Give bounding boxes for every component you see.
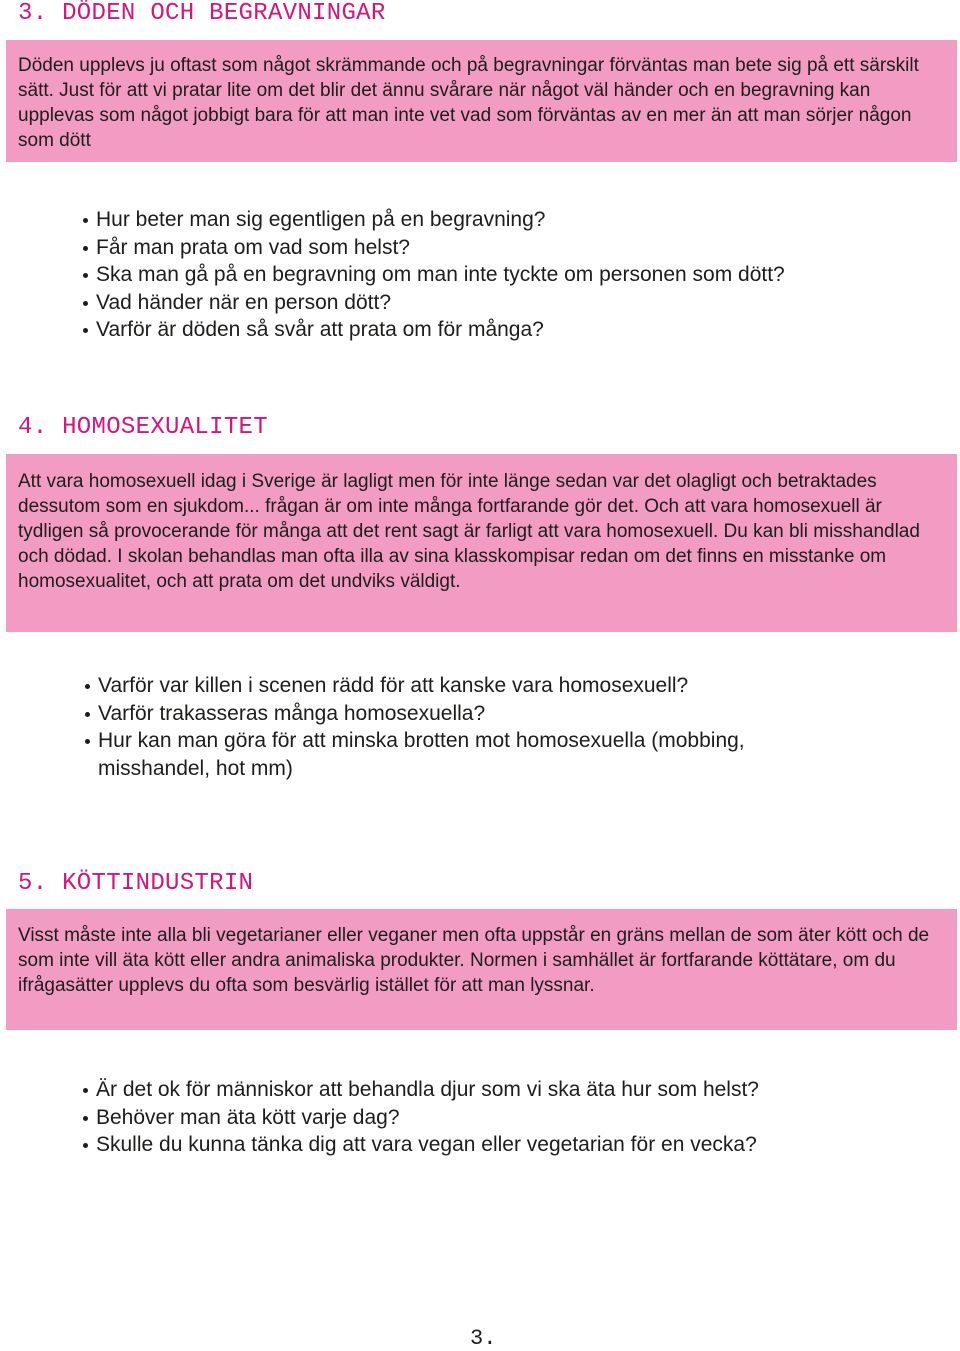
question-list-meat-industry [82,1076,759,1159]
list-item: Ska man gå på en begravning om man inte tyckte om personen som dött? [82,261,785,289]
intro-box-death [6,40,957,162]
list-item: Skulle du kunna tänka dig att vara vegan eller vegetarian för en vecka? [82,1131,759,1159]
list-item: Varför var killen i scenen rädd för att kanske vara homosexuell? [84,672,844,700]
list-item: Hur beter man sig egentligen på en begravning? [82,206,785,234]
list-item: Behöver man äta kött varje dag? [82,1104,759,1132]
section-heading-death: 3. DÖDEN OCH BEGRAVNINGAR [18,0,386,27]
list-item: Vad händer när en person dött? [82,289,785,317]
question-list-homosexuality [84,672,844,782]
list-item: Får man prata om vad som helst? [82,234,785,262]
intro-box-meat-industry [6,909,957,1030]
intro-text-death: Döden upplevs ju oftast som något skrämmande och på begravningar förväntas man bete sig på ett särskilt sätt. Just för att vi pratar lite om det blir det ännu svårare när något väl händer och en begravning kan upplevas som något jobbigt bara för att man inte vet vad som förväntas av en mer än att man sörjer någon som dött [18,55,919,151]
intro-text-meat-industry: Visst måste inte alla bli vegetarianer eller veganer men ofta uppstår en gräns mellan de som äter kött och de som inte vill äta kött eller andra animaliska produkter. Normen i samhället är fortfarande köttätare, om du ifrågasätter upplevs du ofta som besvärlig istället för att man lyssnar. [18,925,930,996]
list-item: Är det ok för människor att behandla djur som vi ska äta hur som helst? [82,1076,759,1104]
section-heading-homosexuality: 4. HOMOSEXUALITET [18,414,268,441]
list-item: Varför är döden så svår att prata om för många? [82,316,785,344]
page-number: 3. [470,1326,497,1351]
question-list-death [82,206,785,344]
intro-text-homosexuality: Att vara homosexuell idag i Sverige är lagligt men för inte länge sedan var det olagligt och betraktades dessutom som en sjukdom... frågan är om inte många fortfarande gör det. Och att vara homosexuell är tydligen så provocerande för många att det rent sagt är farligt att vara homosexuell. Du kan bli misshandlad och dödad. I skolan behandlas man ofta illa av sina klasskompisar redan om det finns en misstanke om homosexualitet, och att prata om det undviks väldigt. [18,471,920,592]
list-item: Varför trakasseras många homosexuella? [84,700,844,728]
list-item: Hur kan man göra för att minska brotten mot homosexuella (mobbing, misshandel, hot mm) [84,727,844,782]
section-heading-meat-industry: 5. KÖTTINDUSTRIN [18,870,254,897]
intro-box-homosexuality [6,454,957,632]
